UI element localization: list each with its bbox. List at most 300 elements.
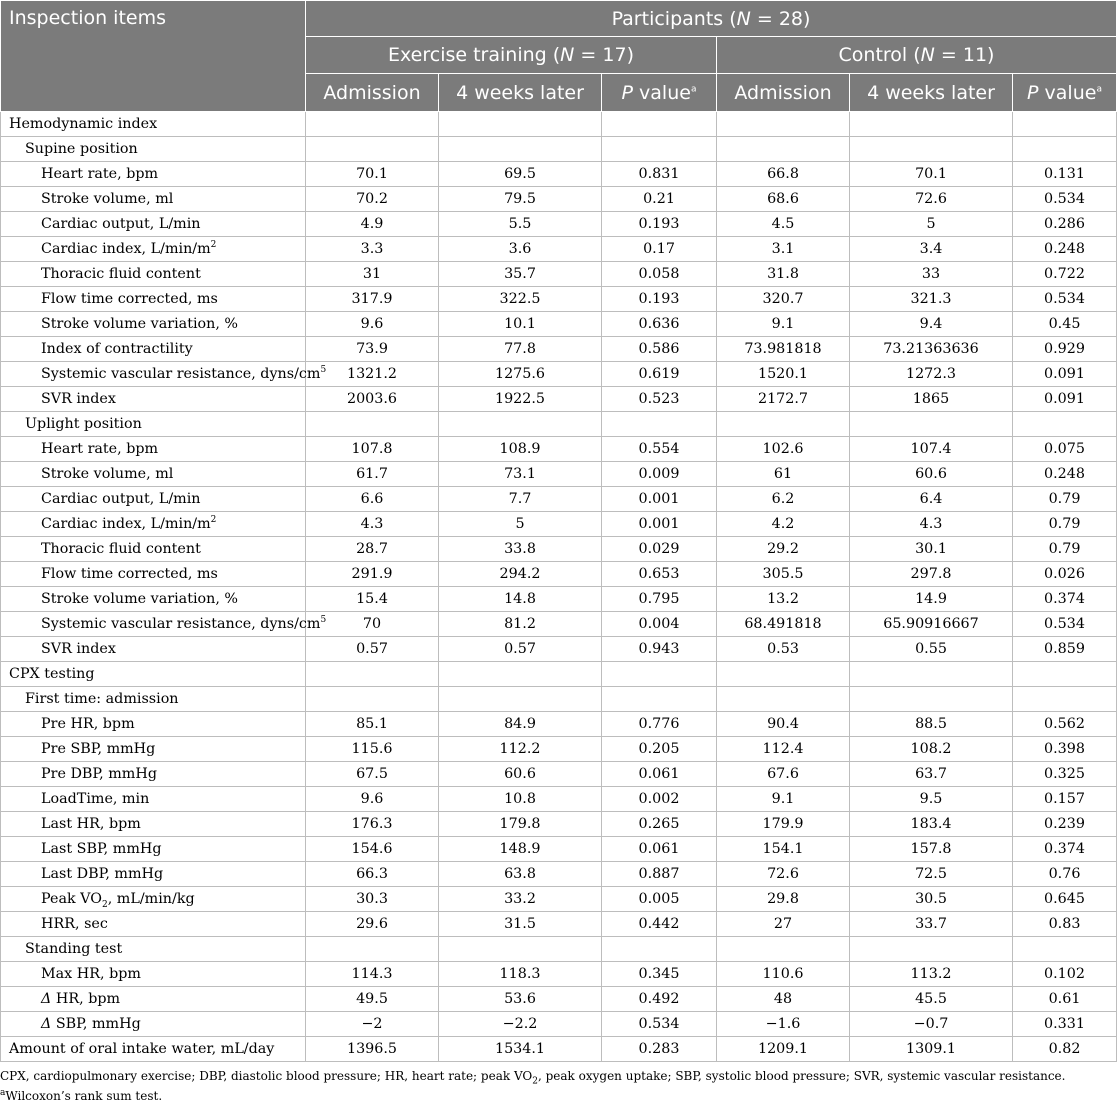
table-row (1, 187, 1117, 212)
table-cell: 0.79 (1013, 537, 1117, 562)
row-label: Stroke volume variation, % (1, 587, 306, 612)
row-label: Δ SBP, mmHg (1, 1012, 306, 1037)
table-cell (439, 137, 602, 162)
row-label: Pre DBP, mmHg (1, 762, 306, 787)
table-cell (850, 112, 1013, 137)
table-cell: 30.1 (850, 537, 1013, 562)
row-label: Stroke volume, ml (1, 187, 306, 212)
table-cell: 0.636 (602, 312, 717, 337)
table-cell: 0.943 (602, 637, 717, 662)
table-cell: 0.442 (602, 912, 717, 937)
table-cell: 0.157 (1013, 787, 1117, 812)
table-cell: 0.075 (1013, 437, 1117, 462)
table-cell: 29.6 (306, 912, 439, 937)
table-cell: 0.004 (602, 612, 717, 637)
table-cell: 5.5 (439, 212, 602, 237)
row-label: Stroke volume, ml (1, 462, 306, 487)
table-row (1, 512, 1117, 537)
row-label: Cardiac output, L/min (1, 487, 306, 512)
table-cell: 0.058 (602, 262, 717, 287)
table-cell: 4.9 (306, 212, 439, 237)
table-cell: 73.21363636 (850, 337, 1013, 362)
table-cell: 0.831 (602, 162, 717, 187)
table-cell: 33.8 (439, 537, 602, 562)
row-label: Cardiac index, $L/\min/m^2$ (1, 512, 306, 537)
table-cell: 9.1 (717, 787, 850, 812)
table-cell (306, 412, 439, 437)
table-cell: 0.83 (1013, 912, 1117, 937)
table-cell: 15.4 (306, 587, 439, 612)
table-cell (306, 137, 439, 162)
header-inspection-items: Inspection items (1, 1, 306, 112)
table-cell: 0.57 (306, 637, 439, 662)
table-cell: 27 (717, 912, 850, 937)
table-cell: 1520.1 (717, 362, 850, 387)
table-cell: 110.6 (717, 962, 850, 987)
row-label: SVR index (1, 387, 306, 412)
table-cell: 179.9 (717, 812, 850, 837)
table-cell: 77.8 (439, 337, 602, 362)
table-cell: 5 (439, 512, 602, 537)
table-cell: 176.3 (306, 812, 439, 837)
table-cell: 3.1 (717, 237, 850, 262)
table-cell: 60.6 (850, 462, 1013, 487)
table-cell: 13.2 (717, 587, 850, 612)
table-cell: 0.53 (717, 637, 850, 662)
table-cell: 9.1 (717, 312, 850, 337)
table-cell: 108.2 (850, 737, 1013, 762)
table-cell: 0.76 (1013, 862, 1117, 887)
table-cell: 108.9 (439, 437, 602, 462)
table-cell: 3.4 (850, 237, 1013, 262)
header-participants: Participants (N = 28) (306, 1, 1117, 37)
table-cell (1013, 412, 1117, 437)
header-exercise-admission: Admission (306, 74, 439, 112)
table-row (1, 437, 1117, 462)
table-row (1, 837, 1117, 862)
table-cell: 0.534 (1013, 287, 1117, 312)
table-cell: 6.2 (717, 487, 850, 512)
table-cell: 85.1 (306, 712, 439, 737)
table-cell (602, 687, 717, 712)
table-cell: 0.026 (1013, 562, 1117, 587)
table-cell (306, 687, 439, 712)
table-row (1, 162, 1117, 187)
table-cell: 1534.1 (439, 1037, 602, 1062)
table-cell: 0.193 (602, 287, 717, 312)
table-row (1, 312, 1117, 337)
table-cell: 70.1 (850, 162, 1013, 187)
table-cell: 61 (717, 462, 850, 487)
table-cell: 9.6 (306, 787, 439, 812)
table-cell: 107.4 (850, 437, 1013, 462)
table-row (1, 1012, 1117, 1037)
table-row (1, 487, 1117, 512)
table-cell: 0.029 (602, 537, 717, 562)
table-body (1, 112, 1117, 1062)
table-cell: 73.9 (306, 337, 439, 362)
table-cell: 81.2 (439, 612, 602, 637)
table-cell: 112.2 (439, 737, 602, 762)
table-row (1, 912, 1117, 937)
table-cell: 29.8 (717, 887, 850, 912)
table-cell: 72.5 (850, 862, 1013, 887)
table-cell (717, 937, 850, 962)
table-cell: 6.6 (306, 487, 439, 512)
table-row (1, 987, 1117, 1012)
table-cell: 148.9 (439, 837, 602, 862)
table-cell (850, 937, 1013, 962)
table-cell: 10.8 (439, 787, 602, 812)
table-cell: 7.7 (439, 487, 602, 512)
table-row (1, 787, 1117, 812)
table-cell: 0.001 (602, 512, 717, 537)
table-cell: 35.7 (439, 262, 602, 287)
table-cell: 0.523 (602, 387, 717, 412)
wilcoxon-note: $^a$Wilcoxon’s rank sum test. (0, 1088, 163, 1103)
header-exercise-training: Exercise training (N = 17) (306, 37, 717, 74)
table-cell (717, 112, 850, 137)
table-cell: 0.57 (439, 637, 602, 662)
table-cell: 0.331 (1013, 1012, 1117, 1037)
table-cell: 0.061 (602, 762, 717, 787)
row-label: Heart rate, bpm (1, 162, 306, 187)
table-cell: 70.2 (306, 187, 439, 212)
table-cell: 0.061 (602, 837, 717, 862)
table-cell: 291.9 (306, 562, 439, 587)
table-cell: 1865 (850, 387, 1013, 412)
table-cell: 0.562 (1013, 712, 1117, 737)
table-cell: 31.5 (439, 912, 602, 937)
table-cell: 14.9 (850, 587, 1013, 612)
table-cell: 73.981818 (717, 337, 850, 362)
table-footnotes (0, 1066, 1116, 1106)
section-row (1, 112, 1117, 137)
table-cell: 2003.6 (306, 387, 439, 412)
header-exercise-p-value: P value$^a$ (602, 74, 717, 112)
row-label: Last HR, bpm (1, 812, 306, 837)
table-cell: 31 (306, 262, 439, 287)
table-cell: 0.001 (602, 487, 717, 512)
table-row (1, 812, 1117, 837)
table-cell: 0.17 (602, 237, 717, 262)
table-cell: 30.3 (306, 887, 439, 912)
table-cell: 4.2 (717, 512, 850, 537)
table-cell: 67.6 (717, 762, 850, 787)
table-row (1, 462, 1117, 487)
table-cell: 0.619 (602, 362, 717, 387)
table-cell: 0.131 (1013, 162, 1117, 187)
row-label: Thoracic fluid content (1, 537, 306, 562)
table-cell (850, 662, 1013, 687)
table-cell (717, 412, 850, 437)
table-row (1, 387, 1117, 412)
table-cell: 0.005 (602, 887, 717, 912)
table-cell: 0.239 (1013, 812, 1117, 837)
table-cell: 320.7 (717, 287, 850, 312)
row-label: SVR index (1, 637, 306, 662)
table-cell: 9.6 (306, 312, 439, 337)
table-row (1, 287, 1117, 312)
section-row (1, 412, 1117, 437)
table-cell: 0.248 (1013, 462, 1117, 487)
table-row (1, 237, 1117, 262)
table-cell: 4.5 (717, 212, 850, 237)
table-cell: 0.283 (602, 1037, 717, 1062)
row-label: Flow time corrected, ms (1, 287, 306, 312)
row-label: Cardiac output, L/min (1, 212, 306, 237)
row-label: Last SBP, mmHg (1, 837, 306, 862)
row-label: Pre SBP, mmHg (1, 737, 306, 762)
row-label: Systemic vascular resistance, dyns/$cm^5$ (1, 362, 306, 387)
table-cell: 61.7 (306, 462, 439, 487)
table-cell: 0.102 (1013, 962, 1117, 987)
table-row (1, 587, 1117, 612)
table-cell (1013, 687, 1117, 712)
table-cell: 1309.1 (850, 1037, 1013, 1062)
table-cell (850, 412, 1013, 437)
section-label: Standing test (1, 937, 306, 962)
table-row (1, 887, 1117, 912)
table-cell (602, 112, 717, 137)
row-label: LoadTime, min (1, 787, 306, 812)
table-cell: 0.325 (1013, 762, 1117, 787)
table-cell: 0.091 (1013, 362, 1117, 387)
table-cell: 118.3 (439, 962, 602, 987)
table-cell: 0.193 (602, 212, 717, 237)
table-row (1, 362, 1117, 387)
table-cell: 0.795 (602, 587, 717, 612)
table-cell: 68.6 (717, 187, 850, 212)
table-cell: 183.4 (850, 812, 1013, 837)
table-cell: 69.5 (439, 162, 602, 187)
table-cell (1013, 112, 1117, 137)
table-cell (1013, 137, 1117, 162)
table-cell: 294.2 (439, 562, 602, 587)
table-cell: 112.4 (717, 737, 850, 762)
table-row (1, 262, 1117, 287)
table-cell: 6.4 (850, 487, 1013, 512)
table-cell: 0.79 (1013, 512, 1117, 537)
table-cell (306, 112, 439, 137)
table-cell (306, 937, 439, 962)
table-cell: 0.645 (1013, 887, 1117, 912)
row-label: Systemic vascular resistance, dyns/$cm^5$ (1, 612, 306, 637)
table-cell: 10.1 (439, 312, 602, 337)
table-cell: 0.534 (602, 1012, 717, 1037)
table-cell (602, 137, 717, 162)
table-cell: 0.21 (602, 187, 717, 212)
table-cell: 33 (850, 262, 1013, 287)
table-cell: 179.8 (439, 812, 602, 837)
table-cell: 65.90916667 (850, 612, 1013, 637)
table-cell: 0.265 (602, 812, 717, 837)
table-cell: 0.722 (1013, 262, 1117, 287)
table-cell: 84.9 (439, 712, 602, 737)
table-cell: 0.534 (1013, 612, 1117, 637)
table-cell (717, 662, 850, 687)
table-cell: 1275.6 (439, 362, 602, 387)
table-cell: 88.5 (850, 712, 1013, 737)
table-cell: 0.374 (1013, 837, 1117, 862)
table-cell: 28.7 (306, 537, 439, 562)
table-cell: −0.7 (850, 1012, 1013, 1037)
table-cell: 114.3 (306, 962, 439, 987)
table-row (1, 712, 1117, 737)
section-row (1, 137, 1117, 162)
table-cell: 0.374 (1013, 587, 1117, 612)
table-cell: 30.5 (850, 887, 1013, 912)
table-cell: 79.5 (439, 187, 602, 212)
table-cell: 2172.7 (717, 387, 850, 412)
table-cell: 4.3 (306, 512, 439, 537)
table-cell: 0.653 (602, 562, 717, 587)
table-cell (850, 687, 1013, 712)
table-cell (306, 662, 439, 687)
table-cell: 0.586 (602, 337, 717, 362)
table-cell: −2 (306, 1012, 439, 1037)
table-cell: 107.8 (306, 437, 439, 462)
table-row (1, 562, 1117, 587)
table-cell: 0.82 (1013, 1037, 1117, 1062)
table-cell: 305.5 (717, 562, 850, 587)
table-cell (439, 687, 602, 712)
table-cell: 113.2 (850, 962, 1013, 987)
table-cell (850, 137, 1013, 162)
table-cell: 0.61 (1013, 987, 1117, 1012)
table-cell: 4.3 (850, 512, 1013, 537)
table-cell: 0.55 (850, 637, 1013, 662)
table-cell: 90.4 (717, 712, 850, 737)
table-cell: 0.929 (1013, 337, 1117, 362)
table-cell: 9.5 (850, 787, 1013, 812)
row-label: Peak $VO_2$, mL/min/kg (1, 887, 306, 912)
table-cell (1013, 662, 1117, 687)
table-cell: 45.5 (850, 987, 1013, 1012)
table-cell: 317.9 (306, 287, 439, 312)
table-cell: 157.8 (850, 837, 1013, 862)
table-cell: 0.887 (602, 862, 717, 887)
table-cell: 322.5 (439, 287, 602, 312)
header-control-p-value: P value$^a$ (1013, 74, 1117, 112)
header-control: Control (N = 11) (717, 37, 1117, 74)
table-cell: 297.8 (850, 562, 1013, 587)
row-label: Thoracic fluid content (1, 262, 306, 287)
row-label: Flow time corrected, ms (1, 562, 306, 587)
section-row (1, 662, 1117, 687)
section-row (1, 687, 1117, 712)
section-label: Supine position (1, 137, 306, 162)
table-cell: 53.6 (439, 987, 602, 1012)
table-cell: 73.1 (439, 462, 602, 487)
section-label: First time: admission (1, 687, 306, 712)
table-cell: 0.554 (602, 437, 717, 462)
table-cell: 29.2 (717, 537, 850, 562)
row-label: Heart rate, bpm (1, 437, 306, 462)
header-exercise-4-weeks-later: 4 weeks later (439, 74, 602, 112)
row-label: HRR, sec (1, 912, 306, 937)
table-cell: 68.491818 (717, 612, 850, 637)
table-cell: 9.4 (850, 312, 1013, 337)
table-row (1, 212, 1117, 237)
table-cell (439, 662, 602, 687)
table-cell (602, 662, 717, 687)
row-label: Amount of oral intake water, mL/day (1, 1037, 306, 1062)
table-row (1, 737, 1117, 762)
table-cell: 49.5 (306, 987, 439, 1012)
abbreviations-note: CPX, cardiopulmonary exercise; DBP, diastolic blood pressure; HR, heart rate; peak $VO_2$, peak oxygen uptake; SBP, systolic blood pressure; SVR, systemic vascular resistance. (0, 1069, 1066, 1087)
table-row (1, 612, 1117, 637)
row-label: Cardiac index, $L/\min/m^2$ (1, 237, 306, 262)
header-control-admission: Admission (717, 74, 850, 112)
table-cell: 67.5 (306, 762, 439, 787)
table-cell: 72.6 (717, 862, 850, 887)
table-cell: 0.45 (1013, 312, 1117, 337)
row-label: Last DBP, mmHg (1, 862, 306, 887)
table-cell (439, 412, 602, 437)
table-cell: 48 (717, 987, 850, 1012)
table-cell (602, 412, 717, 437)
row-label: Pre HR, bpm (1, 712, 306, 737)
row-label: Stroke volume variation, % (1, 312, 306, 337)
section-label: Hemodynamic index (1, 112, 306, 137)
table-cell: 66.3 (306, 862, 439, 887)
table-cell: 14.8 (439, 587, 602, 612)
row-label: Δ HR, bpm (1, 987, 306, 1012)
table-cell: 1321.2 (306, 362, 439, 387)
table-cell: 0.205 (602, 737, 717, 762)
table-cell: 33.7 (850, 912, 1013, 937)
table-cell: 0.398 (1013, 737, 1117, 762)
section-label: Uplight position (1, 412, 306, 437)
table-cell: 1396.5 (306, 1037, 439, 1062)
table-cell: 102.6 (717, 437, 850, 462)
table-row (1, 762, 1117, 787)
table-cell: 1209.1 (717, 1037, 850, 1062)
table-cell: 60.6 (439, 762, 602, 787)
table-cell (439, 112, 602, 137)
table-cell: 115.6 (306, 737, 439, 762)
table-cell: 0.79 (1013, 487, 1117, 512)
table-cell: 321.3 (850, 287, 1013, 312)
table-cell: 1272.3 (850, 362, 1013, 387)
table-cell: 0.009 (602, 462, 717, 487)
table-cell: 0.248 (1013, 237, 1117, 262)
table-cell: 31.8 (717, 262, 850, 287)
header-control-4-weeks-later: 4 weeks later (850, 74, 1013, 112)
table-row (1, 862, 1117, 887)
table-cell (439, 937, 602, 962)
table-cell: 72.6 (850, 187, 1013, 212)
table-cell: 0.286 (1013, 212, 1117, 237)
table-cell: 63.8 (439, 862, 602, 887)
row-label: Index of contractility (1, 337, 306, 362)
table-cell: 0.492 (602, 987, 717, 1012)
table-cell: 3.6 (439, 237, 602, 262)
table-cell: 63.7 (850, 762, 1013, 787)
table-cell: 5 (850, 212, 1013, 237)
table-cell: −1.6 (717, 1012, 850, 1037)
table-cell (717, 137, 850, 162)
table-row (1, 337, 1117, 362)
table-cell: 154.6 (306, 837, 439, 862)
row-label: Max HR, bpm (1, 962, 306, 987)
table-row (1, 537, 1117, 562)
table-cell: 0.859 (1013, 637, 1117, 662)
table-cell: 0.345 (602, 962, 717, 987)
table-cell: 70.1 (306, 162, 439, 187)
section-label: CPX testing (1, 662, 306, 687)
